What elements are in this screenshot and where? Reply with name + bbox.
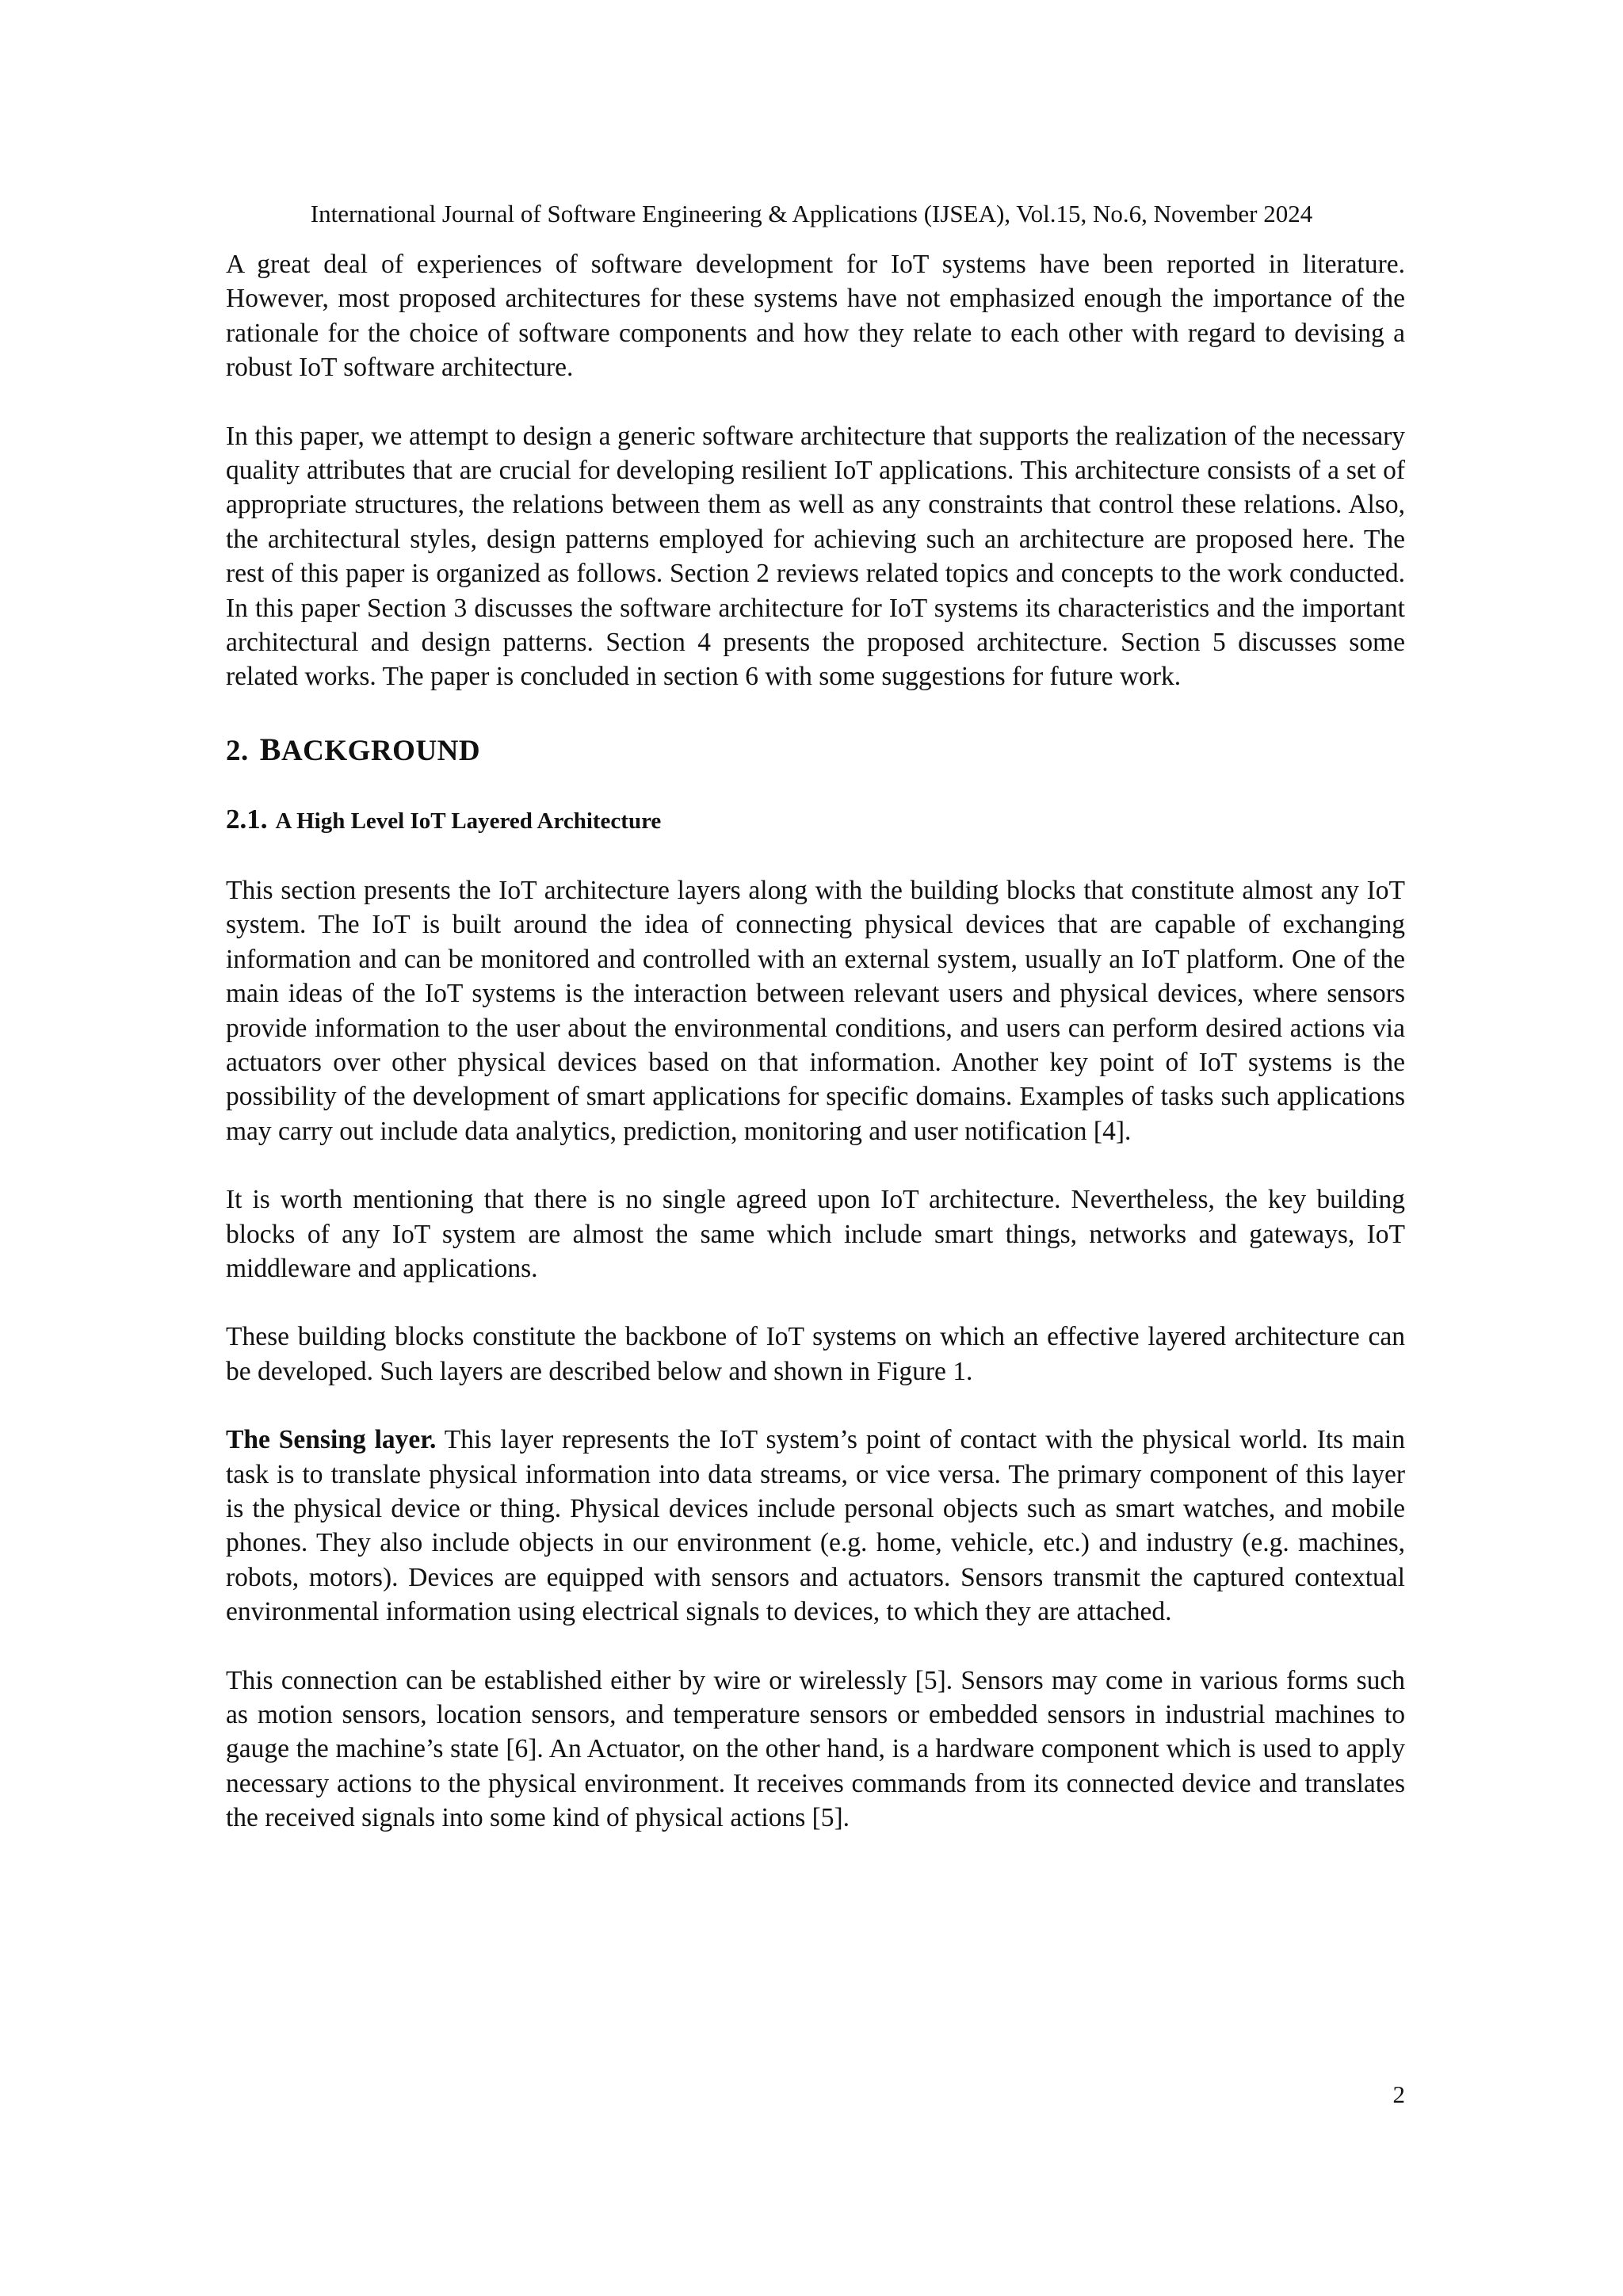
background-paragraph-5: This connection can be established either by wire or wirelessly [5]. Sensors may come in various forms such as motion sensors, location sensors, and temperature sensors or embedded sensors in industrial machines to gauge the machine’s state [6]. An Actuator, on the other hand, is a hardware component which is used to apply necessary actions to the physical environment. It receives commands from its connected device and translates the received signals into some kind of physical actions [5]. xyxy=(226,1665,1405,1833)
section-title-initial: B xyxy=(259,731,281,767)
page-number: 2 xyxy=(1392,2080,1405,2108)
sensing-layer-paragraph xyxy=(226,1423,1405,1629)
subsection-number: 2.1. xyxy=(226,803,268,835)
subsection-title: A High Level IoT Layered Architecture xyxy=(275,808,662,834)
sensing-layer-body: This layer represents the IoT system’s point of contact with the physical world. Its main task is to translate physical information into data streams, or vice versa. The primary component of this layer is the physical device or thing. Physical devices include personal objects such as smart watches, and mobile phones. They also include objects in our environment (e.g. home, vehicle, etc.) and industry (e.g. machines, robots, motors). Devices are equipped with sensors and actuators. Sensors transmit the captured contextual environmental information using electrical signals to devices, to which they are attached. xyxy=(226,1425,1405,1627)
running-header: International Journal of Software Engineering & Applications (IJSEA), Vol.15, No.6, November 2024 xyxy=(310,200,1313,227)
background-paragraph-3: These building blocks constitute the backbone of IoT systems on which an effective layered architecture can be developed. Such layers are described below and shown in Figure 1. xyxy=(226,1322,1405,1386)
background-paragraph-1: This section presents the IoT architecture layers along with the building blocks that constitute almost any IoT system. The IoT is built around the idea of connecting physical devices that are capable of exchanging information and can be monitored and controlled with an external system, usually an IoT platform. One of the main ideas of the IoT systems is the interaction between relevant users and physical devices, where sensors provide information to the user about the environmental conditions, and users can perform desired actions via actuators over other physical devices based on that information. Another key point of IoT systems is the possibility of the development of smart applications for specific domains. Examples of tasks such applications may carry out include data analytics, prediction, monitoring and user notification [4]. xyxy=(226,875,1405,1146)
section-title-rest: ACKGROUND xyxy=(281,734,481,767)
sensing-layer-lead: The Sensing layer. xyxy=(226,1425,437,1455)
subsection-heading xyxy=(226,802,1405,842)
section-heading-background xyxy=(226,731,1405,770)
page-body xyxy=(226,247,1405,1836)
section-number: 2. xyxy=(226,734,249,767)
background-paragraph-2: It is worth mentioning that there is no single agreed upon IoT architecture. Nevertheless, the key building blocks of any IoT system are almost the same which include smart things, networks and gateways, IoT middleware and applications. xyxy=(226,1185,1405,1283)
intro-paragraph-1: A great deal of experiences of software development for IoT systems have been reported in literature. However, most proposed architectures for these systems have not emphasized enough the importance of the rationale for the choice of software components and how they relate to each other with regard to devising a robust IoT software architecture. xyxy=(226,250,1405,383)
intro-paragraph-2: In this paper, we attempt to design a generic software architecture that supports the realization of the necessary quality attributes that are crucial for developing resilient IoT applications. This architecture consists of a set of appropriate structures, the relations between them as well as any constraints that control these relations. Also, the architectural styles, design patterns employed for achieving such an architecture are proposed here. The rest of this paper is organized as follows. Section 2 reviews related topics and concepts to the work conducted. In this paper Section 3 discusses the software architecture for IoT systems its characteristics and the important architectural and design patterns. Section 4 presents the proposed architecture. Section 5 discusses some related works. The paper is concluded in section 6 with some suggestions for future work. xyxy=(226,421,1405,692)
